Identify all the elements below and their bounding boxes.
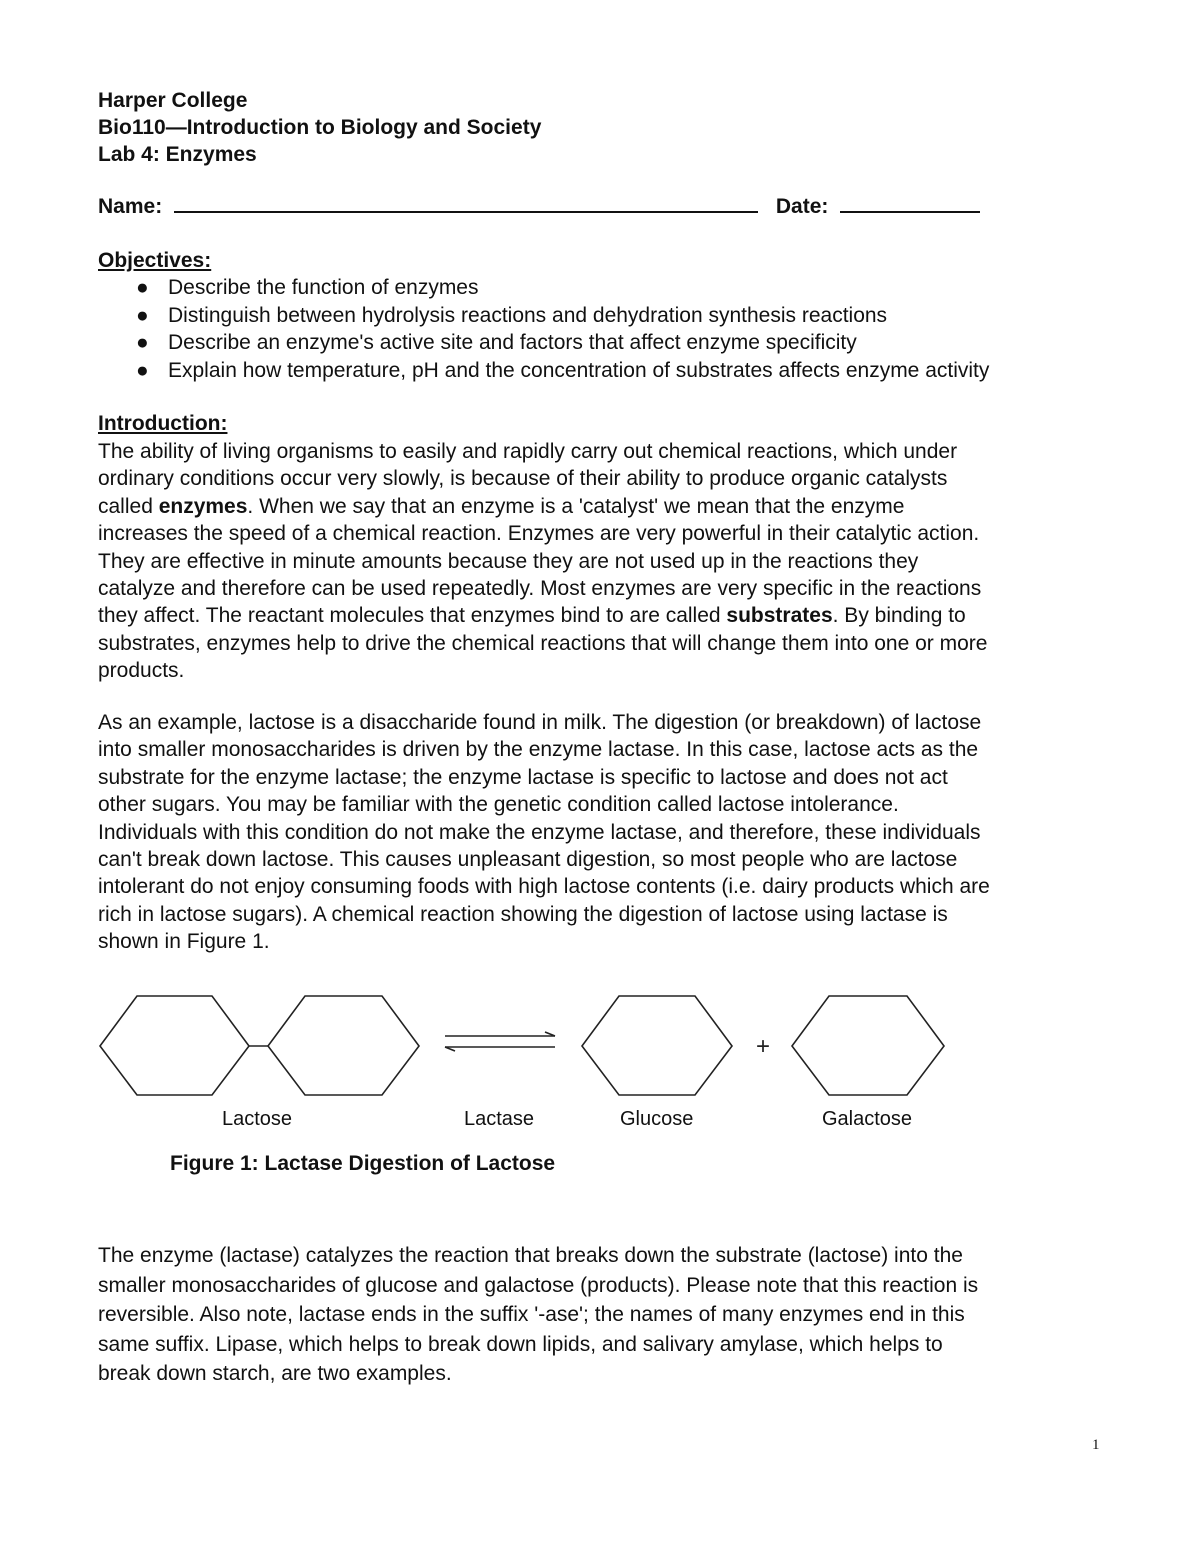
date-field[interactable] [840,193,980,213]
name-label: Name: [98,195,163,218]
name-field[interactable] [174,193,758,213]
introduction-heading: Introduction: [98,412,228,435]
glucose-label: Glucose [620,1108,694,1130]
introduction-paragraph-2: As an example, lactose is a disaccharide found in milk. The digestion (or breakdown) of lactose into smaller monosaccharides is driven by the enzyme lactase. In this case, lactose acts as the substrate for the enzyme lactase; the enzyme lactase is specific to lactose and does not act other sugars. You may be familiar with the genetic condition called lactose intolerance. Individuals with this condition do not make the enzyme lactase, and therefore, these individuals can't break down lactose. This causes unpleasant digestion, so most people who are lactose intolerant do not enjoy consuming foods with high lactose contents (i.e. dairy products which are rich in lactose sugars). A chemical reaction showing the digestion of lactose using lactase is shown in Figure 1. [98,711,990,954]
list-item: ● Distinguish between hydrolysis reactions and dehydration synthesis reactions [98,302,1118,330]
bullet-icon: ● [136,276,149,299]
lactase-label: Lactase [464,1108,535,1130]
college-name: Harper College [98,89,248,112]
name-date-line [98,193,980,219]
lactose-ring-right [268,996,419,1095]
glucose-ring [582,996,732,1095]
figure-caption: Figure 1: Lactase Digestion of Lactose [170,1152,556,1175]
list-item: ● Describe an enzyme's active site and factors that affect enzyme specificity [98,329,1118,357]
lactose-reaction-diagram [90,985,960,1105]
lactose-label: Lactose [222,1108,293,1130]
introduction-paragraph-1: The ability of living organisms to easily and rapidly carry out chemical reactions, which under ordinary conditions occur very slowly, is because of their ability to produce organic catalysts called enzymes. When we say that an enzyme is a 'catalyst' we mean that the enzyme increases the speed of a chemical reaction. Enzymes are very powerful in their catalytic action. They are effective in minute amounts because they are not used up in the reactions they catalyze and therefore can be used repeatedly. Most enzymes are very specific in the reactions they affect. The reactant molecules that enzymes bind to are called substrates. By binding to substrates, enzymes help to drive the chemical reactions that will change them into one or more products. [98,440,988,683]
term-substrates: substrates [726,604,833,628]
course-title: Bio110—Introduction to Biology and Society [98,116,542,139]
galactose-ring [792,996,944,1095]
closing-paragraph: The enzyme (lactase) catalyzes the reaction that breaks down the substrate (lactose) into the smaller monosaccharides of glucose and galactose (products). Please note that this reaction is reversible. Also note, lactase ends in the suffix '-ase'; the names of many enzymes end in this same suffix. Lipase, which helps to break down lipids, and salivary amylase, which helps to break down starch, are two examples. [98,1244,979,1385]
list-item: ● Describe the function of enzymes [98,274,1118,302]
objectives-heading: Objectives: [98,249,212,272]
lactose-ring-left [100,996,249,1095]
term-enzymes: enzymes [158,494,248,518]
page-number: 1 [1092,1437,1100,1453]
lab-title: Lab 4: Enzymes [98,143,257,166]
bullet-icon: ● [136,331,149,354]
list-item: ● Explain how temperature, pH and the concentration of substrates affects enzyme activity [98,357,1118,385]
bullet-icon: ● [136,303,149,327]
plus-sign: + [755,1033,771,1060]
galactose-label: Galactose [822,1108,913,1130]
date-label: Date: [775,195,829,218]
objectives-list [98,274,1118,384]
bullet-icon: ● [136,358,149,382]
